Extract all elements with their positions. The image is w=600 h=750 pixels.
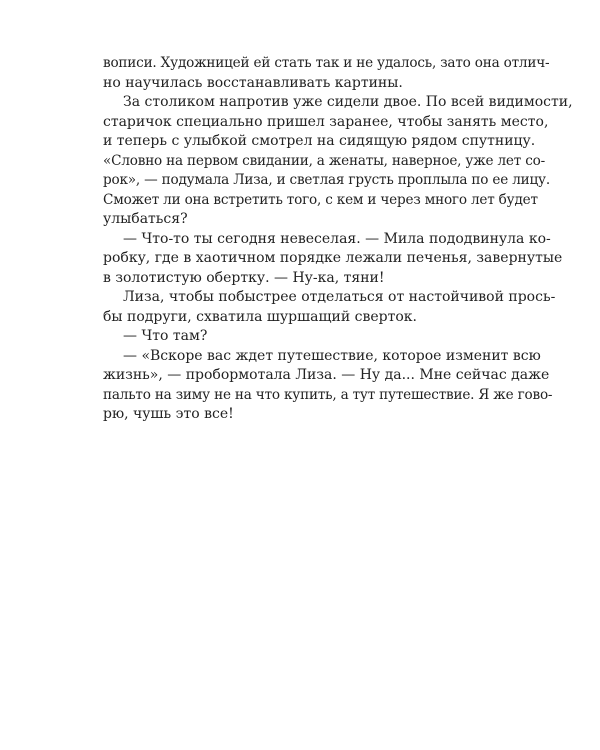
- paragraph-6: [103, 347, 553, 425]
- text-line: рю, чушь это все!: [103, 406, 234, 422]
- paragraph-4: [103, 288, 556, 327]
- paragraph-2: [103, 93, 573, 230]
- paragraph-1: [103, 54, 550, 93]
- text-line: Сможет ли она встретить того, с кем и через много лет будет: [103, 191, 538, 208]
- text-line: но научилась восстанавливать картины.: [103, 74, 403, 91]
- text-line: и теперь с улыбкой смотрел на сидящую рядом спутницу.: [103, 133, 536, 149]
- text-line: — «Вскоре вас ждет путешествие, которое изменит всю: [123, 347, 541, 364]
- text-line: Лиза, чтобы побыстрее отделаться от настойчивой прось-: [123, 289, 556, 305]
- paragraph-5: [103, 327, 500, 347]
- text-line: — Что там?: [123, 328, 208, 344]
- text-line: рок», — подумала Лиза, и светлая грусть проплыла по ее лицу.: [103, 172, 550, 188]
- text-line: «Словно на первом свидании, а женаты, наверное, уже лет со-: [103, 152, 546, 169]
- paragraph-3: [103, 230, 563, 289]
- text-line: улыбаться?: [103, 211, 188, 227]
- text-line: робку, где в хаотичном порядке лежали печенья, завернутые: [103, 250, 563, 266]
- text-line: старичок специально пришел заранее, чтобы занять место,: [103, 113, 549, 130]
- text-line: в золотистую обертку. — Ну-ка, тяни!: [103, 269, 385, 286]
- text-line: пальто на зиму не на что купить, а тут путешествие. Я же гово-: [103, 386, 553, 403]
- body-text: [103, 54, 573, 425]
- text-line: бы подруги, схватила шуршащий сверток.: [103, 308, 417, 325]
- text-line: — Что-то ты сегодня невеселая. — Мила пододвинула ко-: [123, 230, 551, 247]
- text-line: жизнь», — пробормотала Лиза. — Ну да... Мне сейчас даже: [103, 367, 550, 383]
- text-line: За столиком напротив уже сидели двое. По всей видимости,: [123, 94, 573, 110]
- text-line: вописи. Художницей ей стать так и не удалось, зато она отлич-: [103, 55, 550, 71]
